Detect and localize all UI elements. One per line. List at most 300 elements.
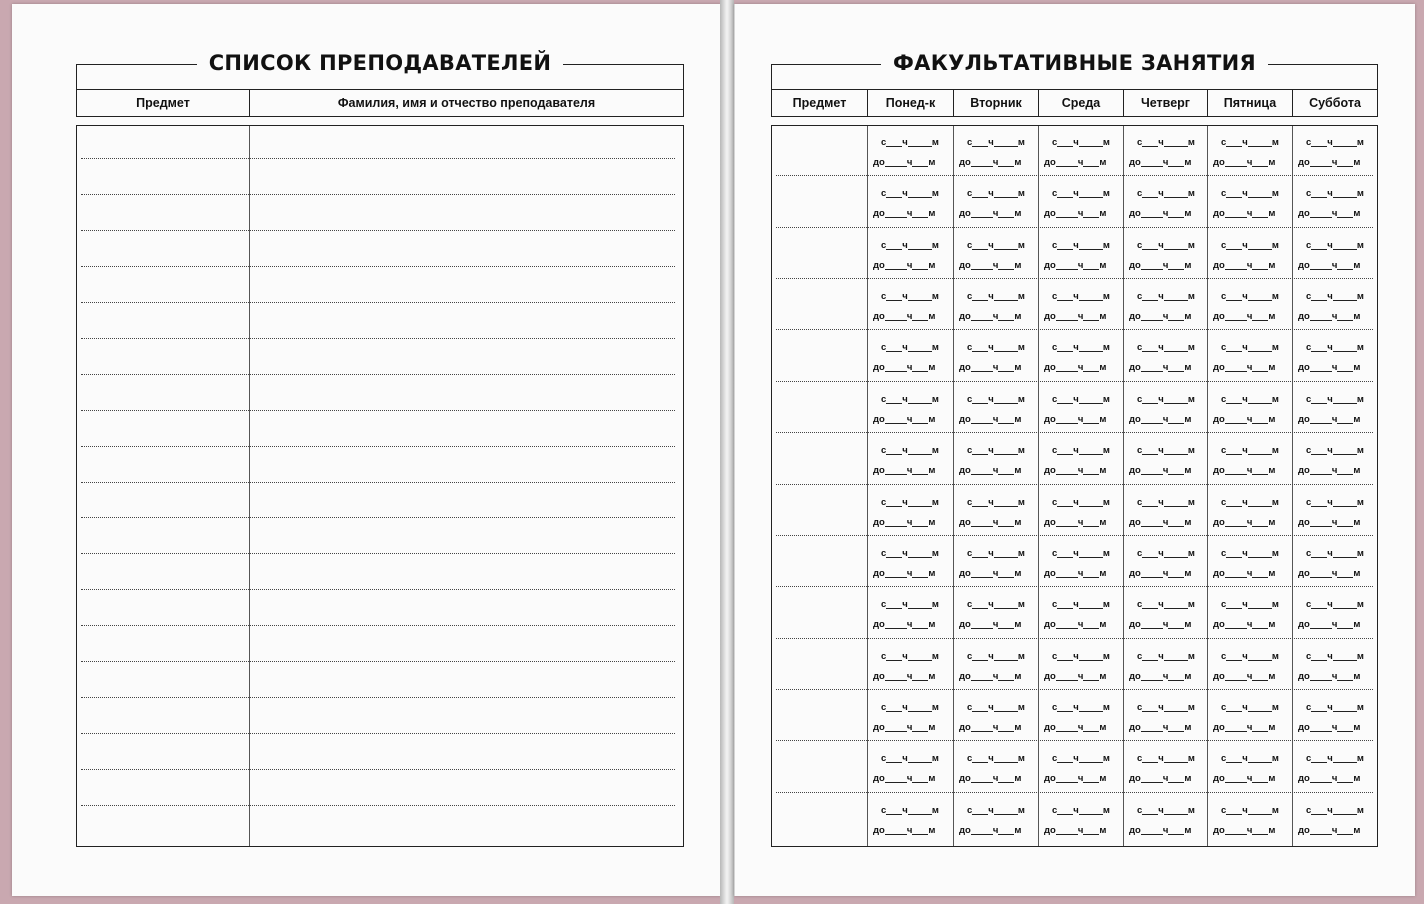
column-header-saturday: Суббота	[1292, 90, 1377, 116]
minutes-label: м	[1353, 157, 1361, 168]
minutes-label: м	[1268, 567, 1276, 579]
time-from-line	[1044, 445, 1118, 456]
from-label: с	[881, 753, 887, 765]
hours-label: ч	[902, 547, 908, 559]
to-label: до	[873, 567, 885, 579]
minutes-label: м	[1353, 208, 1361, 220]
hours-label: ч	[1331, 721, 1338, 733]
from-label: с	[1137, 445, 1143, 457]
to-label: до	[959, 721, 971, 733]
writing-line	[81, 410, 675, 411]
minutes-label: м	[928, 824, 936, 836]
from-label: с	[1221, 239, 1227, 251]
from-label: с	[967, 753, 973, 765]
hours-label: ч	[1327, 753, 1333, 765]
time-to-line	[1129, 260, 1202, 271]
time-to-line	[959, 157, 1033, 168]
time-to-line	[1298, 362, 1371, 373]
time-from-line	[1298, 188, 1371, 199]
hours-label: ч	[1246, 208, 1253, 220]
minutes-label: м	[1268, 413, 1276, 425]
minutes-label: м	[1268, 516, 1276, 528]
time-slot-cell	[1123, 794, 1207, 845]
hours-label: ч	[1158, 753, 1164, 765]
from-label: с	[881, 547, 887, 559]
from-label: с	[1221, 445, 1227, 457]
to-label: до	[959, 670, 971, 682]
time-to-line	[1213, 157, 1287, 168]
time-slot-cell	[1207, 588, 1292, 639]
to-label: до	[873, 721, 885, 733]
time-from-line	[959, 291, 1033, 302]
time-from-line	[1213, 702, 1287, 713]
electives-header	[771, 51, 1378, 117]
time-to-line	[1129, 414, 1202, 425]
time-from-line	[1213, 651, 1287, 662]
hours-label: ч	[988, 393, 994, 405]
time-slot-cell	[1123, 434, 1207, 485]
minutes-label: м	[1017, 599, 1025, 611]
to-label: до	[959, 259, 971, 271]
hours-label: ч	[1246, 362, 1253, 374]
minutes-label: м	[1187, 547, 1195, 559]
hours-label: ч	[1331, 619, 1338, 631]
minutes-label: м	[1017, 547, 1025, 559]
time-slot-cell	[953, 177, 1038, 228]
hours-label: ч	[1246, 619, 1253, 631]
time-from-line	[873, 291, 948, 302]
minutes-label: м	[1017, 804, 1025, 816]
hours-label: ч	[906, 259, 913, 271]
hours-label: ч	[1246, 567, 1253, 579]
time-from-line	[959, 805, 1033, 816]
hours-label: ч	[1077, 259, 1084, 271]
hours-label: ч	[988, 291, 994, 303]
time-slot-cell	[953, 588, 1038, 639]
time-to-line	[873, 722, 948, 733]
hours-label: ч	[906, 362, 913, 374]
hours-label: ч	[1246, 311, 1253, 323]
time-from-line	[1129, 137, 1202, 148]
from-label: с	[1306, 445, 1312, 457]
from-label: с	[967, 445, 973, 457]
from-label: с	[1052, 239, 1058, 251]
time-to-line	[1213, 619, 1287, 630]
time-slot-cell	[1207, 486, 1292, 537]
to-label: до	[1044, 362, 1056, 374]
hours-label: ч	[992, 567, 999, 579]
time-from-line	[959, 753, 1033, 764]
minutes-label: м	[928, 259, 936, 271]
from-label: с	[881, 393, 887, 405]
time-from-line	[1298, 548, 1371, 559]
hours-label: ч	[1246, 721, 1253, 733]
minutes-label: м	[1353, 670, 1361, 682]
time-from-line	[1213, 342, 1287, 353]
time-to-line	[1044, 619, 1118, 630]
time-from-line	[873, 137, 948, 148]
to-label: до	[873, 619, 885, 631]
time-from-line	[959, 445, 1033, 456]
time-from-line	[1213, 445, 1287, 456]
time-from-line	[959, 702, 1033, 713]
schedule-row-line	[776, 278, 1373, 279]
to-label: до	[1044, 311, 1056, 323]
time-to-line	[1298, 671, 1371, 682]
time-to-line	[873, 825, 948, 836]
hours-label: ч	[992, 670, 999, 682]
minutes-label: м	[1099, 824, 1107, 836]
time-slot-cell	[1207, 537, 1292, 588]
from-label: с	[967, 547, 973, 559]
hours-label: ч	[1073, 137, 1079, 148]
schedule-row-line	[776, 638, 1373, 639]
time-from-line	[873, 548, 948, 559]
time-slot-cell	[867, 331, 953, 382]
to-label: до	[1129, 670, 1141, 682]
hours-label: ч	[1327, 393, 1333, 405]
time-from-line	[1129, 753, 1202, 764]
from-label: с	[1052, 393, 1058, 405]
minutes-label: м	[1099, 721, 1107, 733]
time-to-line	[959, 414, 1033, 425]
to-label: до	[1213, 311, 1225, 323]
to-label: до	[1129, 516, 1141, 528]
from-label: с	[1306, 650, 1312, 662]
time-from-line	[959, 651, 1033, 662]
time-slot-cell	[1123, 280, 1207, 331]
to-label: до	[1044, 567, 1056, 579]
minutes-label: м	[1271, 445, 1279, 457]
to-label: до	[1298, 413, 1310, 425]
hours-label: ч	[1158, 496, 1164, 508]
time-from-line	[1129, 497, 1202, 508]
time-to-line	[1129, 722, 1202, 733]
to-label: до	[873, 773, 885, 785]
hours-label: ч	[988, 188, 994, 200]
from-label: с	[967, 342, 973, 354]
time-from-line	[1129, 805, 1202, 816]
schedule-row-line	[776, 484, 1373, 485]
hours-label: ч	[906, 208, 913, 220]
time-slot-cell	[953, 280, 1038, 331]
hours-label: ч	[906, 413, 913, 425]
time-slot-cell	[1038, 331, 1123, 382]
minutes-label: м	[1099, 567, 1107, 579]
time-from-line	[873, 753, 948, 764]
minutes-label: м	[931, 753, 939, 765]
hours-label: ч	[1327, 445, 1333, 457]
to-label: до	[1213, 465, 1225, 477]
to-label: до	[1298, 619, 1310, 631]
time-to-line	[959, 619, 1033, 630]
from-label: с	[1221, 188, 1227, 200]
teachers-title: СПИСОК ПРЕПОДАВАТЕЛЕЙ	[197, 49, 564, 77]
time-slot-cell	[1038, 742, 1123, 793]
hours-label: ч	[1246, 259, 1253, 271]
writing-line	[81, 517, 675, 518]
time-slot-cell	[1038, 280, 1123, 331]
schedule-row-line	[776, 227, 1373, 228]
minutes-label: м	[928, 773, 936, 785]
time-from-line	[873, 394, 948, 405]
to-label: до	[873, 465, 885, 477]
minutes-label: м	[1356, 547, 1364, 559]
minutes-label: м	[1271, 393, 1279, 405]
time-to-line	[1213, 722, 1287, 733]
from-label: с	[967, 599, 973, 611]
minutes-label: м	[1353, 259, 1361, 271]
hours-label: ч	[1158, 445, 1164, 457]
time-slot-cell	[1292, 588, 1376, 639]
hours-label: ч	[902, 650, 908, 662]
minutes-label: м	[1353, 773, 1361, 785]
time-from-line	[1044, 137, 1118, 148]
time-slot-cell	[1292, 742, 1376, 793]
time-slot-cell	[1038, 794, 1123, 845]
minutes-label: м	[1102, 599, 1110, 611]
time-to-line	[1298, 773, 1371, 784]
time-slot-cell	[1292, 280, 1376, 331]
minutes-label: м	[1014, 516, 1022, 528]
writing-line	[81, 805, 675, 806]
time-slot-cell	[1292, 126, 1376, 177]
from-label: с	[1137, 650, 1143, 662]
to-label: до	[959, 311, 971, 323]
time-slot-cell	[1292, 229, 1376, 280]
minutes-label: м	[1014, 567, 1022, 579]
hours-label: ч	[992, 208, 999, 220]
time-from-line	[1213, 394, 1287, 405]
time-slot-cell	[1207, 691, 1292, 742]
time-to-line	[959, 311, 1033, 322]
hours-label: ч	[902, 188, 908, 200]
from-label: с	[1052, 804, 1058, 816]
hours-label: ч	[902, 137, 908, 148]
time-slot-cell	[1123, 588, 1207, 639]
minutes-label: м	[1356, 496, 1364, 508]
schedule-row-line	[776, 381, 1373, 382]
to-label: до	[1213, 413, 1225, 425]
hours-label: ч	[992, 362, 999, 374]
minutes-label: м	[1271, 599, 1279, 611]
time-to-line	[1044, 208, 1118, 219]
time-to-line	[1298, 414, 1371, 425]
minutes-label: м	[1268, 465, 1276, 477]
from-label: с	[1221, 547, 1227, 559]
from-label: с	[1306, 188, 1312, 200]
hours-label: ч	[1331, 773, 1338, 785]
minutes-label: м	[1271, 342, 1279, 354]
from-label: с	[1306, 599, 1312, 611]
minutes-label: м	[1268, 773, 1276, 785]
time-slot-cell	[953, 537, 1038, 588]
hours-label: ч	[1246, 465, 1253, 477]
to-label: до	[873, 208, 885, 220]
minutes-label: м	[931, 445, 939, 457]
time-to-line	[1213, 208, 1287, 219]
from-label: с	[881, 496, 887, 508]
from-label: с	[1221, 342, 1227, 354]
hours-label: ч	[988, 547, 994, 559]
hours-label: ч	[1077, 362, 1084, 374]
time-from-line	[1044, 753, 1118, 764]
time-to-line	[1044, 773, 1118, 784]
schedule-row	[772, 794, 1377, 845]
hours-label: ч	[902, 393, 908, 405]
from-label: с	[881, 137, 887, 148]
to-label: до	[1129, 157, 1141, 168]
from-label: с	[881, 188, 887, 200]
schedule-row	[772, 691, 1377, 742]
from-label: с	[1052, 291, 1058, 303]
hours-label: ч	[1162, 465, 1169, 477]
minutes-label: м	[1353, 413, 1361, 425]
time-from-line	[959, 137, 1033, 148]
time-slot-cell	[1292, 486, 1376, 537]
to-label: до	[1213, 619, 1225, 631]
to-label: до	[959, 362, 971, 374]
minutes-label: м	[1353, 619, 1361, 631]
minutes-label: м	[1184, 465, 1192, 477]
to-label: до	[1213, 362, 1225, 374]
hours-label: ч	[1331, 157, 1338, 168]
to-label: до	[1298, 465, 1310, 477]
hours-label: ч	[902, 701, 908, 713]
time-from-line	[873, 342, 948, 353]
minutes-label: м	[1017, 701, 1025, 713]
time-from-line	[959, 342, 1033, 353]
time-to-line	[959, 517, 1033, 528]
hours-label: ч	[1331, 208, 1338, 220]
time-slot-cell	[953, 794, 1038, 845]
minutes-label: м	[1187, 496, 1195, 508]
schedule-row-line	[776, 792, 1373, 793]
time-to-line	[959, 825, 1033, 836]
to-label: до	[1129, 362, 1141, 374]
minutes-label: м	[1102, 445, 1110, 457]
hours-label: ч	[1242, 496, 1248, 508]
hours-label: ч	[992, 824, 999, 836]
time-from-line	[1044, 291, 1118, 302]
hours-label: ч	[1077, 773, 1084, 785]
minutes-label: м	[928, 157, 936, 168]
time-from-line	[1044, 497, 1118, 508]
time-from-line	[1213, 291, 1287, 302]
to-label: до	[1298, 362, 1310, 374]
hours-label: ч	[1327, 342, 1333, 354]
to-label: до	[1213, 259, 1225, 271]
column-header-tuesday: Вторник	[953, 90, 1038, 116]
time-to-line	[1298, 208, 1371, 219]
minutes-label: м	[931, 291, 939, 303]
time-to-line	[1044, 362, 1118, 373]
from-label: с	[881, 701, 887, 713]
time-from-line	[1044, 188, 1118, 199]
schedule-row	[772, 177, 1377, 228]
hours-label: ч	[902, 496, 908, 508]
from-label: с	[1306, 547, 1312, 559]
to-label: до	[959, 567, 971, 579]
to-label: до	[1213, 824, 1225, 836]
from-label: с	[1137, 393, 1143, 405]
from-label: с	[1137, 188, 1143, 200]
hours-label: ч	[988, 599, 994, 611]
time-to-line	[1213, 825, 1287, 836]
from-label: с	[881, 291, 887, 303]
minutes-label: м	[1353, 824, 1361, 836]
writing-line	[81, 302, 675, 303]
hours-label: ч	[1331, 362, 1338, 374]
time-slot-cell	[1038, 537, 1123, 588]
hours-label: ч	[1158, 188, 1164, 200]
hours-label: ч	[1242, 291, 1248, 303]
minutes-label: м	[1184, 259, 1192, 271]
to-label: до	[1298, 670, 1310, 682]
minutes-label: м	[931, 393, 939, 405]
writing-line	[81, 482, 675, 483]
minutes-label: м	[931, 496, 939, 508]
hours-label: ч	[1162, 670, 1169, 682]
hours-label: ч	[992, 773, 999, 785]
minutes-label: м	[1017, 393, 1025, 405]
to-label: до	[1213, 516, 1225, 528]
time-from-line	[959, 188, 1033, 199]
minutes-label: м	[1184, 670, 1192, 682]
from-label: с	[881, 445, 887, 457]
minutes-label: м	[1268, 311, 1276, 323]
time-to-line	[1044, 568, 1118, 579]
hours-label: ч	[1073, 496, 1079, 508]
minutes-label: м	[1268, 208, 1276, 220]
to-label: до	[1044, 670, 1056, 682]
time-to-line	[1044, 722, 1118, 733]
schedule-row	[772, 742, 1377, 793]
time-from-line	[1298, 651, 1371, 662]
minutes-label: м	[1268, 619, 1276, 631]
to-label: до	[959, 208, 971, 220]
hours-label: ч	[1158, 547, 1164, 559]
time-from-line	[1298, 599, 1371, 610]
minutes-label: м	[1268, 157, 1276, 168]
minutes-label: м	[1187, 393, 1195, 405]
time-to-line	[959, 722, 1033, 733]
to-label: до	[1129, 208, 1141, 220]
teachers-table	[76, 125, 684, 847]
schedule-row-line	[776, 740, 1373, 741]
writing-line	[81, 338, 675, 339]
time-to-line	[1044, 671, 1118, 682]
minutes-label: м	[1099, 208, 1107, 220]
minutes-label: м	[1017, 239, 1025, 251]
time-to-line	[1044, 465, 1118, 476]
time-slot-cell	[1123, 691, 1207, 742]
hours-label: ч	[1077, 311, 1084, 323]
from-label: с	[1137, 804, 1143, 816]
hours-label: ч	[1162, 413, 1169, 425]
time-slot-cell	[1207, 794, 1292, 845]
hours-label: ч	[1246, 670, 1253, 682]
minutes-label: м	[1099, 157, 1107, 168]
time-slot-cell	[1292, 794, 1376, 845]
to-label: до	[1213, 157, 1225, 168]
hours-label: ч	[1077, 721, 1084, 733]
electives-column-headers	[772, 89, 1377, 116]
minutes-label: м	[928, 670, 936, 682]
to-label: до	[1044, 465, 1056, 477]
hours-label: ч	[1327, 291, 1333, 303]
time-to-line	[1129, 465, 1202, 476]
